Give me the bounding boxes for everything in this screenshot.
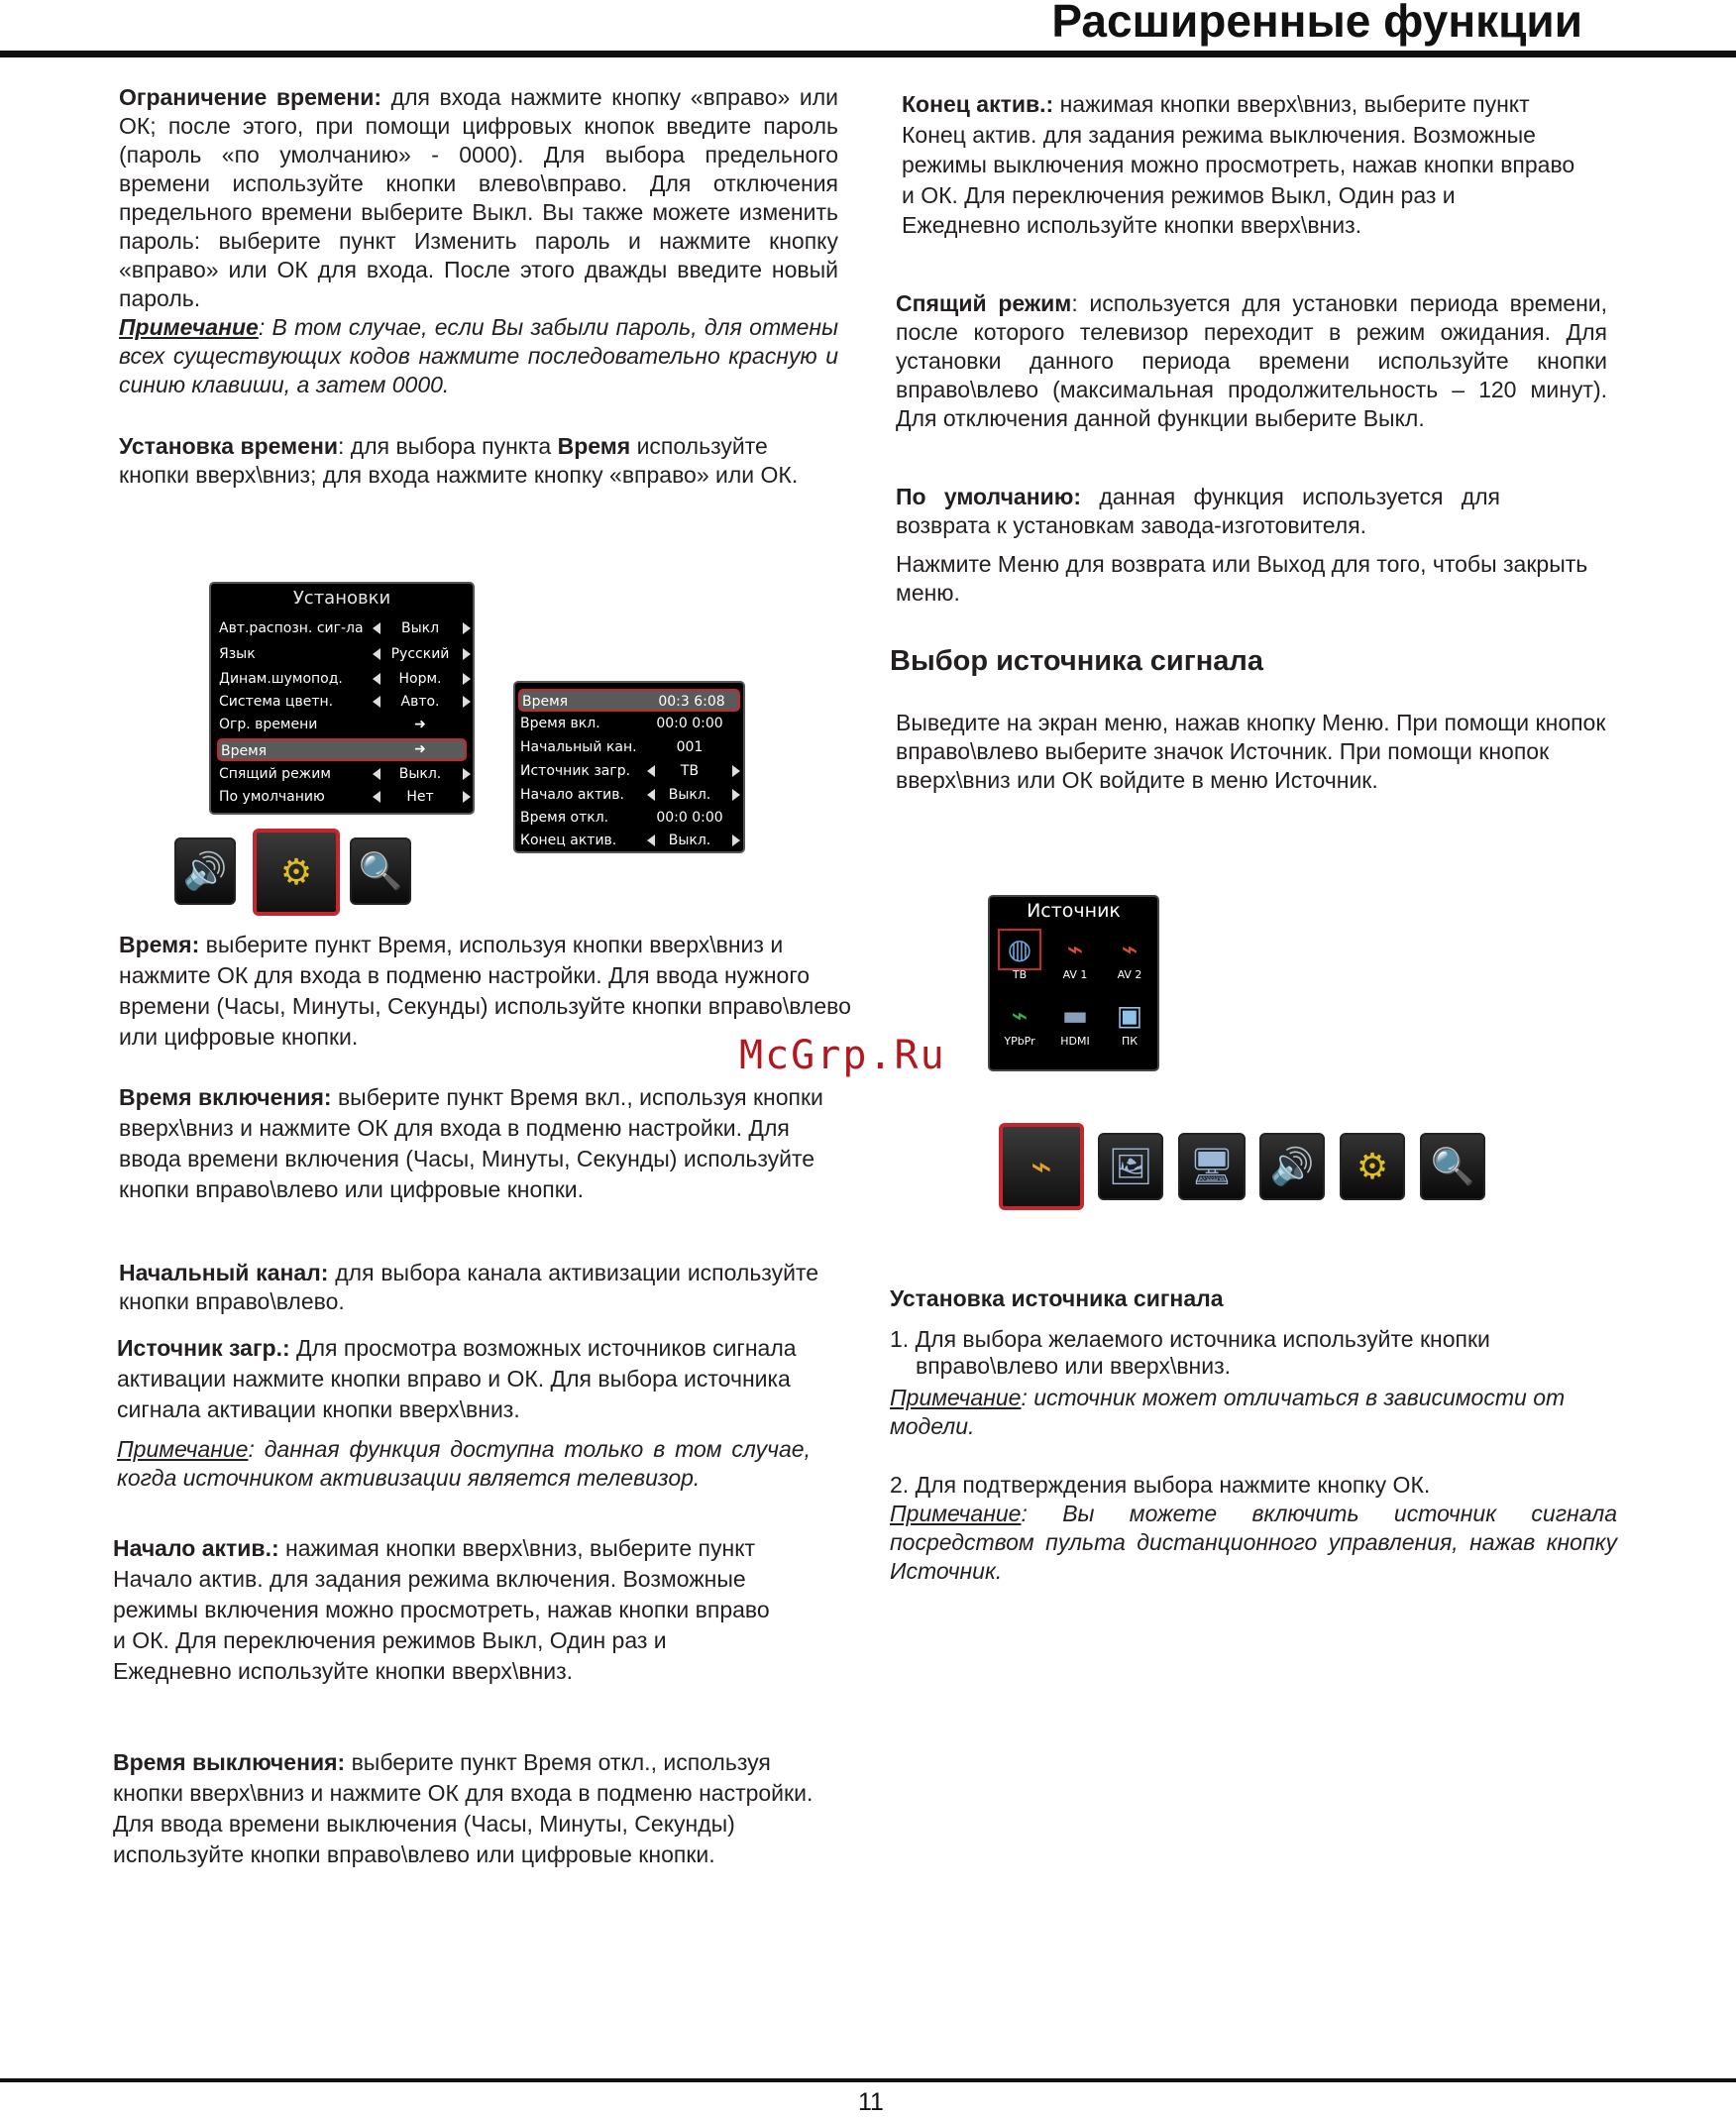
start-act-paragraph <box>113 1533 787 1687</box>
time-row[interactable] <box>518 830 740 852</box>
arrow-right-icon <box>463 673 471 685</box>
boot-source-label: Источник загр.: <box>117 1335 290 1361</box>
setup-row[interactable] <box>217 617 467 640</box>
source-item-label: AV 2 <box>1117 968 1142 981</box>
time-menu-osd <box>513 681 745 853</box>
source-item-label: HDMI <box>1060 1035 1090 1048</box>
boot-note-paragraph <box>117 1435 811 1493</box>
setup-row[interactable] <box>217 643 467 666</box>
arrow-right-icon <box>463 696 471 708</box>
sleep-text: : используется для установки периода времени, после которого телевизор переходит в режим ожидания. Для установки данного периода времени используйте кнопки вправо\влево (максимальная продолжительность – 120 минут). Для отключения данной функции выберите Выкл. <box>896 290 1608 431</box>
row-label: Время <box>221 743 268 759</box>
end-act-text: нажимая кнопки вверх\вниз, выберите пункт Конец актив. для задания режима выключения. Возможные режимы выключения можно просмотреть, нажав кнопки вправо и ОК. Для переключения режимов Выкл, Один раз и Ежедневно используйте кнопки вверх\вниз. <box>902 91 1575 238</box>
time-row[interactable] <box>518 784 740 807</box>
arrow-left-icon <box>373 673 380 685</box>
row-label: По умолчанию <box>219 789 325 805</box>
row-label: Система цветн. <box>219 694 334 710</box>
sound-menu-icon[interactable]: 🔊 <box>174 837 236 905</box>
arrow-right-icon <box>732 765 740 777</box>
setup-row[interactable] <box>217 668 467 691</box>
row-value: ТВ <box>680 763 700 779</box>
arrow-left-icon <box>373 648 380 660</box>
arrow-right-icon <box>732 835 740 846</box>
time-limit-paragraph <box>119 83 838 399</box>
arrow-right-icon <box>463 622 471 634</box>
default-text: данная функция используется для возврата к установкам завода-изготовителя. <box>896 484 1500 538</box>
off-time-label: Время выключения: <box>113 1749 346 1775</box>
on-time-label: Время включения: <box>119 1084 332 1110</box>
hdmi-cable-icon: ▬ <box>1061 999 1089 1032</box>
row-value: Нет <box>406 789 434 805</box>
start-act-text: нажимая кнопки вверх\вниз, выберите пункт Начало актив. для задания режима включения. Возможные режимы включения можно просмотреть, нажав кнопки вправо и ОК. Для переключения режимов Выкл, Один раз и Ежедневно используйте кнопки вверх\вниз. <box>113 1535 770 1684</box>
av-cable-icon: ⌁ <box>1121 933 1139 965</box>
picture-menu-icon[interactable]: 🖼 <box>1098 1133 1163 1200</box>
setup-gear-icon[interactable]: ⚙ <box>253 829 340 916</box>
off-time-text: выберите пункт Время откл., используя кнопки вверх\вниз и нажмите ОК для входа в подменю настройки. Для ввода времени выключения (Часы, Минуты, Секунды) используйте кнопки вправо\влево или цифровые кнопки. <box>113 1749 814 1867</box>
end-act-paragraph <box>902 89 1575 241</box>
setup-row[interactable] <box>217 786 467 809</box>
row-value: 001 <box>676 739 704 755</box>
end-act-label: Конец актив.: <box>902 91 1054 117</box>
start-act-label: Начало актив.: <box>113 1535 279 1561</box>
row-label: Начало актив. <box>520 787 624 803</box>
step-2-note-text: : Вы можете включить источник сигнала посредством пульта дистанционного управления, нажав кнопку Источник. <box>890 1501 1617 1584</box>
time-limit-text: для входа нажмите кнопку «вправо» или ОК; после этого, при помощи цифровых кнопок введите пароль (пароль «по умолчанию» - 0000). Для выбора предельного времени используйте кнопки влево\вправо. Для отключения предельного времени выберите Выкл. Вы также можете изменить пароль: выберите пункт Изменить пароль и нажмите кнопку «вправо» или ОК для входа. После этого дважды введите новый пароль. <box>119 84 839 311</box>
time-row-selected[interactable] <box>518 689 740 712</box>
on-time-paragraph <box>119 1082 832 1205</box>
source-menu-title: Источник <box>1027 900 1121 922</box>
row-label: Время откл. <box>520 810 609 826</box>
setup-menu-osd <box>209 582 475 815</box>
row-label: Динам.шумопод. <box>219 671 343 687</box>
source-item-av1[interactable] <box>1049 931 1101 981</box>
time-setup-label: Установка времени <box>119 433 338 459</box>
source-steps <box>890 1326 1617 1586</box>
time-row[interactable] <box>518 807 740 830</box>
arrow-right-icon <box>463 768 471 780</box>
menu-exit-paragraph <box>896 550 1589 608</box>
row-label: Авт.распозн. сиг-ла <box>219 620 364 636</box>
arrow-left-icon <box>373 791 380 803</box>
page-number: 11 <box>858 2088 884 2116</box>
row-value: 00:0 0:00 <box>656 810 723 826</box>
row-label: Спящий режим <box>219 766 331 782</box>
setup-row[interactable] <box>217 691 467 714</box>
time-label: Время: <box>119 932 200 957</box>
source-setup-heading: Установка источника сигнала <box>890 1285 1224 1311</box>
boot-note-text: : данная функция доступна только в том случае, когда источником активизации является телевизор. <box>117 1436 811 1491</box>
row-label: Начальный кан. <box>520 739 637 755</box>
time-limit-note-label: Примечание <box>119 314 259 340</box>
arrow-right-icon <box>463 648 471 660</box>
row-value: Авто. <box>400 694 440 710</box>
source-item-hdmi[interactable] <box>1049 997 1101 1048</box>
row-label: Время вкл. <box>520 716 600 731</box>
row-value: Русский <box>390 646 450 662</box>
row-label: Конец актив. <box>520 833 617 848</box>
start-channel-text: для выбора канала активизации используйте кнопки вправо\влево. <box>119 1260 819 1314</box>
source-item-label: AV 1 <box>1062 968 1088 981</box>
on-time-text: выберите пункт Время вкл., используя кнопки вверх\вниз и нажмите ОК для входа в подменю настройки. Для ввода времени включения (Часы, Минуты, Секунды) используйте кнопки вправо\влево или цифровые кнопки. <box>119 1084 823 1202</box>
time-setup-paragraph <box>119 432 832 490</box>
source-item-label: ТВ <box>1012 968 1028 981</box>
arrow-left-icon <box>373 696 380 708</box>
default-label: По умолчанию: <box>896 484 1082 509</box>
setup-menu-title: Установки <box>292 588 391 609</box>
step-2-text: 2. Для подтверждения выбора нажмите кнопку ОК. <box>890 1472 1431 1498</box>
sleep-paragraph <box>896 289 1607 433</box>
step-1-note-text: : источник может отличаться в зависимости от модели. <box>890 1385 1566 1439</box>
source-item-label: ПК <box>1121 1035 1139 1048</box>
source-item-tv[interactable] <box>994 931 1045 981</box>
source-heading: Выбор источника сигнала <box>890 645 1263 677</box>
boot-note-label: Примечание <box>117 1436 249 1462</box>
row-label: Время <box>522 694 569 710</box>
globe-icon: ◍ <box>1000 931 1039 968</box>
setup-row-selected[interactable] <box>217 738 467 761</box>
row-value: Выкл. <box>668 833 711 848</box>
footer-rule <box>0 2078 1736 2082</box>
step-1-text: 1. Для выбора желаемого источника используйте кнопки вправо\влево или вверх\вниз. <box>890 1326 1490 1379</box>
component-cable-icon: ⌁ <box>1011 999 1029 1032</box>
source-paragraph <box>896 709 1614 795</box>
source-item-pc[interactable] <box>1104 997 1155 1048</box>
start-channel-label: Начальный канал: <box>119 1260 329 1285</box>
step-1-note-label: Примечание <box>890 1385 1022 1410</box>
header-rule <box>0 51 1736 57</box>
row-value: Норм. <box>398 671 442 687</box>
enter-arrow-icon: ➜ <box>414 717 426 732</box>
arrow-left-icon <box>373 768 380 780</box>
row-value: 00:3 6:08 <box>658 694 725 710</box>
source-item-ypbpr[interactable] <box>994 997 1045 1048</box>
start-channel-paragraph <box>119 1259 818 1316</box>
time-row[interactable] <box>518 760 740 783</box>
time-setup-text-2: используйте кнопки вверх\вниз; для входа нажмите кнопку «вправо» или ОК. <box>119 433 799 488</box>
watermark: McGrp.Ru <box>739 1033 946 1078</box>
off-time-paragraph <box>113 1747 826 1870</box>
row-label: Источник загр. <box>520 763 631 779</box>
search-menu-icon[interactable]: 🔍 <box>1420 1133 1485 1200</box>
arrow-left-icon <box>373 622 380 634</box>
enter-arrow-icon: ➜ <box>414 741 426 757</box>
source-cable-icon[interactable]: ⌁ <box>999 1123 1084 1210</box>
time-text: выберите пункт Время, используя кнопки вверх\вниз и нажмите ОК для входа в подменю настройки. Для ввода нужного времени (Часы, Минуты, Секунды) используйте кнопки вправо\влево или цифровые кнопки. <box>119 932 851 1050</box>
pc-icon: ▣ <box>1116 999 1143 1032</box>
arrow-right-icon <box>732 789 740 801</box>
source-item-av2[interactable] <box>1104 931 1155 981</box>
step-2-note-label: Примечание <box>890 1501 1022 1526</box>
arrow-right-icon <box>463 791 471 803</box>
setup-row[interactable] <box>217 763 467 786</box>
page-title: Расширенные функции <box>1051 0 1582 47</box>
default-paragraph <box>896 483 1500 540</box>
time-limit-label: Ограничение времени: <box>119 84 382 110</box>
setup-gear-icon[interactable]: ⚙ <box>1340 1133 1405 1200</box>
av-cable-icon: ⌁ <box>1066 933 1084 965</box>
boot-source-text: Для просмотра возможных источников сигнала активации нажмите кнопки вправо и ОК. Для выбора источника сигнала активации кнопки вверх\вниз. <box>117 1335 797 1422</box>
menu-exit-text: Нажмите Меню для возврата или Выход для того, чтобы закрыть меню. <box>896 551 1588 606</box>
boot-source-paragraph <box>117 1333 811 1425</box>
row-value: 00:0 0:00 <box>656 716 723 731</box>
search-menu-icon[interactable]: 🔍 <box>350 837 411 905</box>
time-setup-text: : для выбора пункта <box>338 433 552 459</box>
row-value: Выкл <box>400 620 440 636</box>
source-menu-osd <box>988 895 1159 1071</box>
time-limit-note-text: : В том случае, если Вы забыли пароль, для отмены всех существующих кодов нажмите последовательно красную и синию клавиши, а затем 0000. <box>119 314 838 397</box>
screen-menu-icon[interactable]: 🖥 <box>1178 1133 1246 1200</box>
row-label: Язык <box>219 646 256 662</box>
time-row[interactable] <box>518 713 740 735</box>
time-setup-word: Время <box>557 433 631 459</box>
row-label: Огр. времени <box>219 717 318 732</box>
row-value: Выкл. <box>668 787 711 803</box>
setup-row[interactable] <box>217 714 467 736</box>
sleep-label: Спящий режим <box>896 290 1072 316</box>
source-text: Выведите на экран меню, нажав кнопку Меню. При помощи кнопок вправо\влево выберите значок Источник. При помощи кнопок вверх\вниз или ОК войдите в меню Источник. <box>896 710 1606 793</box>
row-value: Выкл. <box>398 766 442 782</box>
source-item-label: YPbPr <box>1004 1035 1035 1048</box>
sound-menu-icon[interactable]: 🔊 <box>1259 1133 1325 1200</box>
time-row[interactable] <box>518 736 740 759</box>
